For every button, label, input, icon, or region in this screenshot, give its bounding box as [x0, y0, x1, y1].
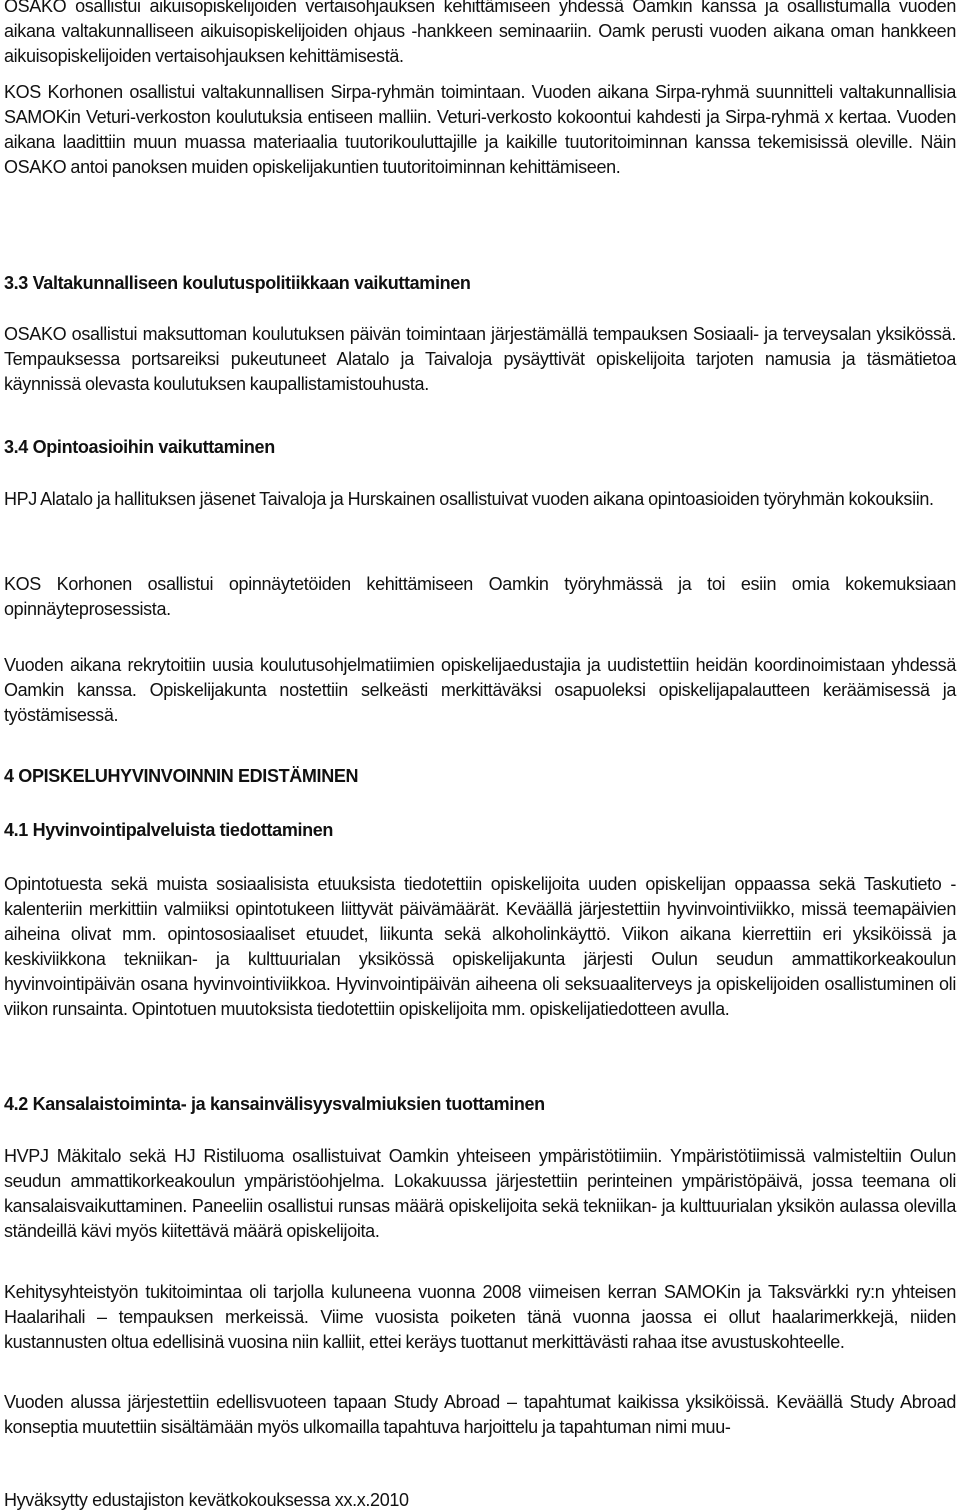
heading-4: 4 OPISKELUHYVINVOINNIN EDISTÄMINEN	[4, 766, 359, 786]
paragraph-koulutusohjelmatiimit: Vuoden aikana rekrytoitiin uusia koulutusohjelmatiimien opiskelijaedustajia ja uudistettiin heidän koordinoimistaan yhdessä Oamkin kanssa. Opiskelijakunta nostettiin selkeästi merkittäväksi osapuoleksi opiskelijapalautteen keräämisessä ja työstämisessä.	[4, 655, 956, 725]
heading-3-3: 3.3 Valtakunnalliseen koulutuspolitiikkaan vaikuttaminen	[4, 273, 471, 293]
paragraph-opintoasiat-tyoryhma: HPJ Alatalo ja hallituksen jäsenet Taivaloja ja Hurskainen osallistuivat vuoden aikana opintoasioiden työryhmän kokouksiin.	[4, 489, 934, 509]
paragraph-hyvinvointipalvelut: Opintotuesta sekä muista sosiaalisista etuuksista tiedotettiin opiskelijoita uuden opiskelijan oppaassa sekä Taskutieto -kalenteriin merkittiin valmiiksi opintotukeen liittyvät päivämäärät. Keväällä järjestettiin hyvinvointiviikko, missä teemapäivien aiheina olivat mm. opintososiaaliset etuudet, liikunta sekä alkoholinkäyttö. Viikon aikana kierrettiin eri yksiköissä ja keskiviikkona tekniikan- ja kulttuurialan yksikössä opiskelijakunta järjesti Oulun seudun ammattikorkeakoulun hyvinvointipäivän osana hyvinvointiviikkoa. Hyvinvointipäivän aiheena oli seksuaaliterveys ja opiskelijoiden osallistuminen oli viikon runsainta. Opintotuen muutoksista tiedotettiin opiskelijoita mm. opiskelijatiedotteen avulla.	[4, 874, 956, 1019]
page-footer: Hyväksytty edustajiston kevätkokouksessa xx.x.2010	[4, 1490, 409, 1510]
heading-3-4: 3.4 Opintoasioihin vaikuttaminen	[4, 437, 275, 457]
paragraph-ymparistotiimi: HVPJ Mäkitalo sekä HJ Ristiluoma osallistuivat Oamkin yhteiseen ympäristötiimiin. Ympäristötiimissä valmisteltiin Oulun seudun ammattikorkeakoulun ympäristöohjelma. Lokakuussa järjestettiin perinteinen ympäristöpäivä, jossa teemana oli kansalaisvaikuttaminen. Paneeliin osallistui runsas määrä opiskelijoita sekä tekniikan- ja kulttuurialan yksikön aulassa olevilla ständeillä kävi myös kiitettävä määrä opiskelijoita.	[4, 1146, 956, 1241]
paragraph-vertaisohjaus: OSAKO osallistui aikuisopiskelijoiden vertaisohjauksen kehittämiseen yhdessä Oamkin kanssa ja osallistumalla vuoden aikana valtakunnalliseen aikuisopiskelijoiden ohjaus -hankkeen seminaariin. Oamk perusti vuoden aikana oman hankkeen aikuisopiskelijoiden vertaisohjauksen kehittämisestä.	[4, 0, 956, 66]
heading-4-2: 4.2 Kansalaistoiminta- ja kansainvälisyysvalmiuksien tuottaminen	[4, 1094, 545, 1114]
paragraph-kehitysyhteistyo: Kehitysyhteistyön tukitoimintaa oli tarjolla kuluneena vuonna 2008 viimeisen kerran SAMOKin ja Taksvärkki ry:n yhteisen Haalarihali – tempauksen merkeissä. Viime vuosista poiketen tänä vuonna jaossa ei ollut haalarimerkkejä, niiden kustannusten oltua edellisinä vuosina niin kalliit, ettei keräys tuottanut merkittävästi rahaa itse avustuskohteelle.	[4, 1282, 956, 1352]
paragraph-sirpa-ryhma: KOS Korhonen osallistui valtakunnallisen Sirpa-ryhmän toimintaan. Vuoden aikana Sirpa-ryhmä suunnitteli valtakunnallisia SAMOKin Veturi-verkoston koulutuksia entiseen malliin. Veturi-verkosto kokoontui kahdesti ja Sirpa-ryhmä x kertaa. Vuoden aikana laadittiin muun muassa materiaalia tuutorikouluttajille ja kaikille tuutoritoiminnan kanssa tekemisissä oleville. Näin OSAKO antoi panoksen muiden opiskelijakuntien tuutoritoiminnan kehittämiseen.	[4, 82, 956, 177]
paragraph-opinnaytetyot: KOS Korhonen osallistui opinnäytetöiden kehittämiseen Oamkin työryhmässä ja toi esiin omia kokemuksiaan opinnäyteprosessista.	[4, 574, 956, 619]
heading-4-1: 4.1 Hyvinvointipalveluista tiedottaminen	[4, 820, 334, 840]
paragraph-maksuton-koulutus: OSAKO osallistui maksuttoman koulutuksen päivän toimintaan järjestämällä tempauksen Sosiaali- ja terveysalan yksikössä. Tempauksessa portsareiksi pukeutuneet Alatalo ja Taivaloja pysäyttivät opiskelijoita tarjoten namusia ja täsmätietoa käynnissä olevasta koulutuksen kaupallistamistouhusta.	[4, 324, 956, 394]
paragraph-study-abroad: Vuoden alussa järjestettiin edellisvuoteen tapaan Study Abroad – tapahtumat kaikissa yksiköissä. Keväällä Study Abroad konseptia muutettiin sisältämään myös ulkomailla tapahtuva harjoittelu ja tapahtuman nimi muu-	[4, 1392, 956, 1437]
